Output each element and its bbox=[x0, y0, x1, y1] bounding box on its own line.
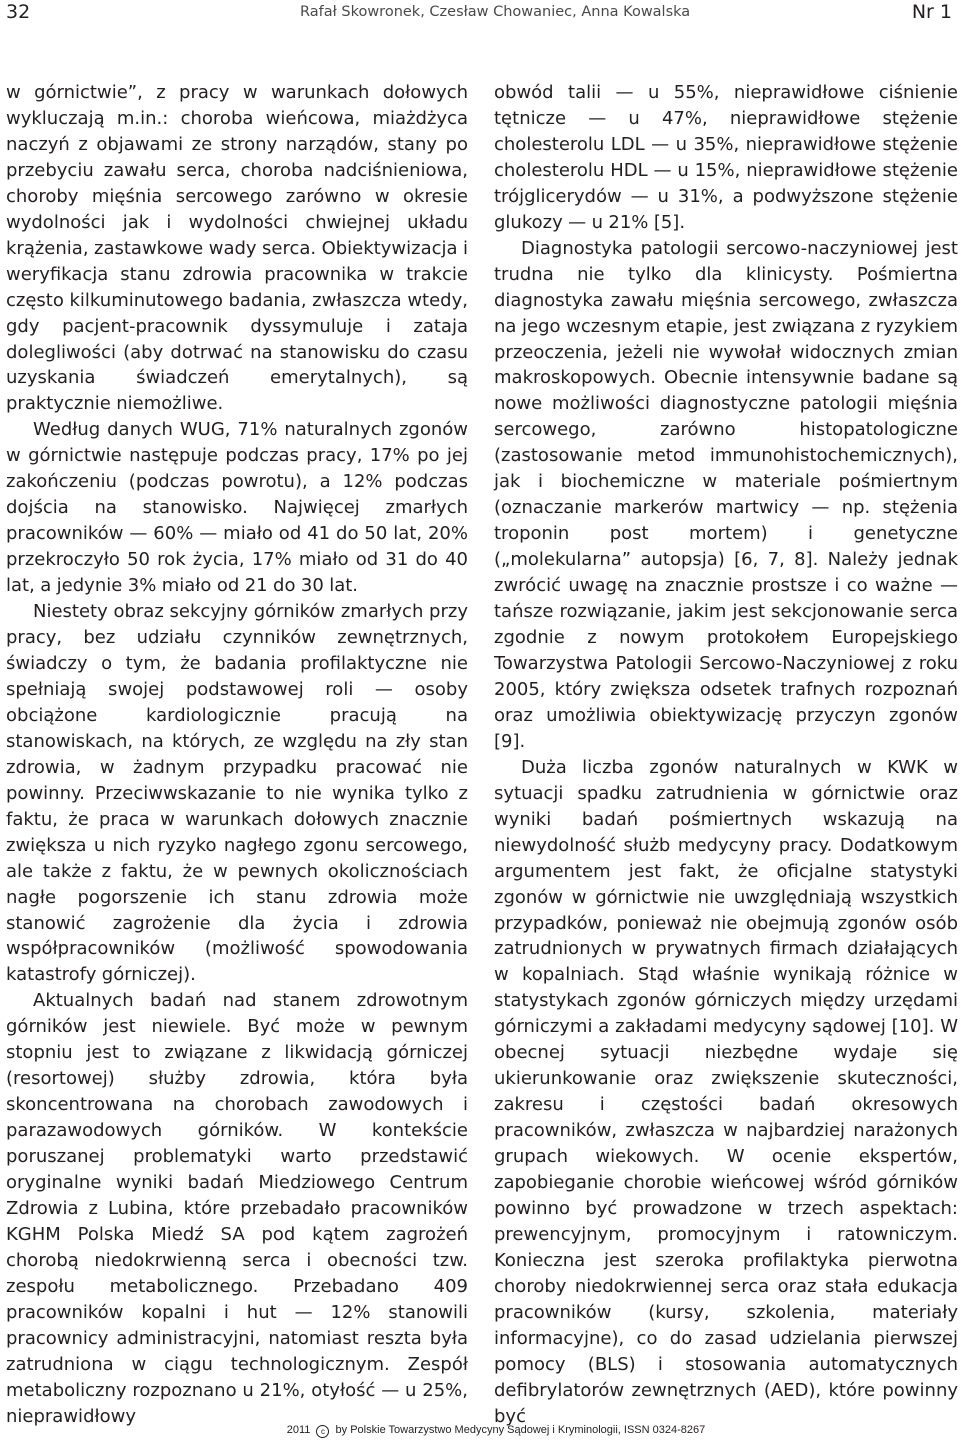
issue-number: Nr 1 bbox=[911, 1, 952, 23]
left-text-column bbox=[6, 80, 468, 1430]
copyright-text: by Polskie Towarzystwo Medycyny Sądowej i Kryminologii, ISSN 0324-8267 bbox=[335, 1424, 706, 1436]
paragraph: Diagnostyka patologii sercowo-naczyniowej jest trudna nie tylko dla klinicysty. Pośmiertna diagnostyka zawału mięśnia sercowego, zwłaszcza na jego wczesnym etapie, jest związana z ryzykiem przeoczenia, jeżeli nie wywołał widocznych zmian makroskopowych. Obecnie intensywnie badane są nowe możliwości diagnostyczne patologii mięśnia sercowego, zarówno histopatologiczne (zastosowanie metod immunohistochemicznych), jak i biochemiczne w materiale pośmiertnym (oznaczanie markerów martwicy — np. stężenia troponin post mortem) i genetyczne („molekularna” autopsja) [6, 7, 8]. Należy jednak zwrócić uwagę na znacznie prostsze i co ważne — tańsze rozwiązanie, jakim jest sekcjonowanie serca zgodnie z nowym protokołem Europejskiego Towarzystwa Patologii Sercowo-Naczyniowej z roku 2005, który zwiększa odsetek trafnych rozpoznań oraz umożliwia obiektywizację przyczyn zgonów [9]. bbox=[494, 237, 958, 752]
right-text-column bbox=[494, 80, 958, 1430]
running-head-authors: Rafał Skowronek, Czesław Chowaniec, Anna Kowalska bbox=[300, 4, 691, 20]
paragraph: Niestety obraz sekcyjny górników zmarłych przy pracy, bez udziału czynników zewnętrznych, świadczy o tym, że badania profilaktyczne nie spełniają swojej podstawowej roli — osoby obciążone kardiologicznie pracują na stanowiskach, na których, ze względu na zły stan zdrowia, w żadnym przypadku pracować nie powinny. Przeciwwskazanie to nie wynika tylko z faktu, że praca w warunkach dołowych znacznie zwiększa u nich ryzyko nagłego zgonu sercowego, ale także z faktu, że w pewnych okolicznościach nagłe pogorszenie ich stanu zdrowia może stanowić zagrożenie dla życia i zdrowia współpracowników (możliwość spowodowania katastrofy górniczej). bbox=[6, 601, 468, 986]
page-footer bbox=[0, 1422, 960, 1438]
paragraph: Według danych WUG, 71% naturalnych zgonów w górnictwie następuje podczas pracy, 17% po jej zakończeniu (podczas powrotu), a 12% podczas dojścia na stanowisko. Najwięcej zmarłych pracowników — 60% — miało od 41 do 50 lat, 20% przekroczyło 50 rok życia, 17% miało od 31 do 40 lat, a jedynie 3% miało od 21 do 30 lat. bbox=[6, 419, 468, 597]
paragraph: w górnictwie”, z pracy w warunkach dołowych wykluczają m.in.: choroba wieńcowa, miażdżyca naczyń z objawami ze strony narządów, stany po przebyciu zawału serca, choroba nadciśnieniowa, choroby mięśnia sercowego zarówno w okresie wydolności jak i wydolności chwiejnej układu krążenia, zastawkowe wady serca. Obiektywizacja i weryfikacja stanu zdrowia pracownika w trakcie często kilkuminutowego badania, zwłaszcza wtedy, gdy pacjent-pracownik dyssymuluje i zataja dolegliwości (aby dotrwać na stanowisku do czasu uzyskania świadczeń emerytalnych), są praktycznie niemożliwe. bbox=[6, 82, 468, 415]
paragraph: Duża liczba zgonów naturalnych w KWK w sytuacji spadku zatrudnienia w górnictwie oraz wyniki badań pośmiertnych wskazują na niewydolność służb medycyny pracy. Dodatkowym argumentem jest fakt, że oficjalne statystyki zgonów w górnictwie nie uwzględniają wszystkich przypadków, ponieważ nie obejmują zgonów osób zatrudnionych w prywatnych firmach działających w kopalniach. Stąd właśnie wynikają różnice w statystykach zgonów górniczych między urzędami górniczymi a zakładami medycyny sądowej [10]. W obecnej sytuacji niezbędne wydaje się ukierunkowanie oraz zwiększenie skuteczności, zakresu i częstości badań okresowych pracowników, zwłaszcza w najbardziej narażonych grupach wiekowych. W ocenie ekspertów, zapobieganie chorobie wieńcowej wśród górników powinno być prowadzone w trzech aspektach: prewencyjnym, promocyjnym i ratowniczym. Konieczna jest szeroka profilaktyka pierwotna choroby niedokrwiennej serca oraz stała edukacja pracowników (kursy, szkolenia, materiały informacyjne), co do zasad udzielania pierwszej pomocy (BLS) i stosowania automatycznych defibrylatorów zewnętrznych (AED), które powinny być bbox=[494, 756, 958, 1427]
copyright-icon: c bbox=[316, 1425, 329, 1438]
paragraph: obwód talii — u 55%, nieprawidłowe ciśnienie tętnicze — u 47%, nieprawidłowe stężenie cholesterolu LDL — u 35%, nieprawidłowe stężenie cholesterolu HDL — u 15%, nieprawidłowe stężenie trójglicerydów — u 31%, a podwyższone stężenie glukozy — u 21% [5]. bbox=[494, 82, 958, 233]
paragraph: Aktualnych badań nad stanem zdrowotnym górników jest niewiele. Być może w pewnym stopniu jest to związane z likwidacją górniczej (resortowej) służby zdrowia, która była skoncentrowana na chorobach zawodowych i parazawodowych górników. W kontekście poruszanej problematyki warto przedstawić oryginalne wyniki badań Miedziowego Centrum Zdrowia z Lubina, które przebadało pracowników KGHM Polska Miedź SA pod kątem zagrożeń chorobą niedokrwienną serca i obecności tzw. zespołu metabolicznego. Przebadano 409 pracowników kopalni i hut — 12% stanowili pracownicy administracyjni, natomiast reszta była zatrudniona w ciągu technologicznym. Zespół metaboliczny rozpoznano u 21%, otyłość — u 25%, nieprawidłowy bbox=[6, 990, 468, 1427]
page-number: 32 bbox=[6, 1, 31, 23]
page-header bbox=[0, 0, 960, 36]
copyright-year: 2011 bbox=[286, 1424, 311, 1436]
